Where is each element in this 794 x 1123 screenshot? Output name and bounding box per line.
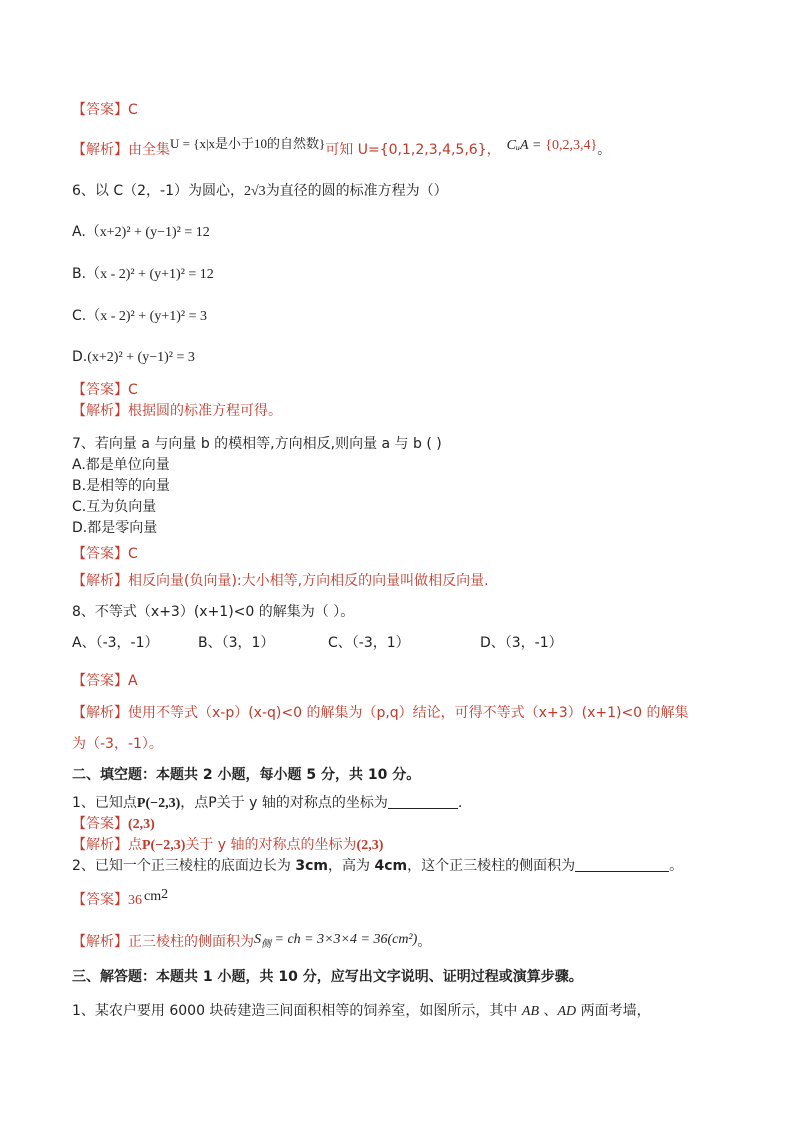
analysis-line-5: 【解析】由全集U = {x|x是小于10的自然数}可知 U={0,1,2,3,4,5,6}， CᵤA = {0,2,3,4}。 — [72, 136, 612, 158]
option-7d: D.都是零向量 — [72, 520, 158, 536]
answer-line-5 — [72, 100, 138, 120]
fill-question-1: 1、已知点P(−2,3)，点P关于 y 轴的对称点的坐标为 . — [72, 795, 463, 811]
problem-1: 1、某农户要用 6000 块砖建造三间面积相等的饲养室，如图所示，其中 AB 、AD 两面考墙， — [72, 1003, 651, 1019]
option-8d: D、（3，-1） — [480, 635, 563, 651]
answer-blank[interactable] — [575, 857, 669, 872]
fill-answer-2: 【答案】36 $cm^2$ — [72, 887, 169, 908]
fill-answer-1: 【答案】(2,3) — [72, 816, 155, 832]
set-definition: U = {x|x是小于10的自然数} — [170, 136, 326, 151]
analysis-line-6: 【解析】根据圆的标准方程可得。 — [72, 403, 282, 419]
analysis-line-8a: 【解析】使用不等式（x-p）(x-q)<0 的解集为（p,q）结论，可得不等式（x+3）(x+1)<0 的解集 — [72, 705, 689, 721]
complement-symbol: CᵤA = — [506, 138, 542, 153]
lateral-area-formula: $S_侧$ = ch = 3×3×4 = 36(cm²) — [254, 932, 418, 950]
question-8: 8、不等式（x+3）(x+1)<0 的解集为（ ）。 — [72, 604, 355, 620]
option-8c: C、（-3，1） — [328, 635, 410, 651]
analysis-label: 【解析】 — [72, 142, 128, 158]
option-6a: A.（x+2)² + (y−1)² = 12 — [72, 224, 210, 240]
option-8b: B、（3，1） — [198, 635, 275, 651]
option-8a: A、（-3，-1） — [72, 635, 159, 651]
fill-analysis-1: 【解析】点P(−2,3)关于 y 轴的对称点的坐标为(2,3) — [72, 837, 384, 853]
analysis-line-8b: 为（-3，-1）。 — [72, 736, 163, 752]
option-6b: B.（x - 2)² + (y+1)² = 12 — [72, 266, 214, 282]
answer-label: 【答案】 — [72, 102, 128, 118]
section-2-heading: 二、填空题：本题共 2 小题，每小题 5 分，共 10 分。 — [72, 767, 421, 783]
answer-line-8: 【答案】A — [72, 673, 138, 689]
option-7a: A.都是单位向量 — [72, 457, 170, 473]
question-7: 7、若向量 a 与向量 b 的模相等,方向相反,则向量 a 与 b ( ) — [72, 436, 442, 452]
option-7c: C.互为负向量 — [72, 499, 157, 515]
answer-line-6: 【答案】C — [72, 382, 138, 398]
option-6c: C.（x - 2)² + (y+1)² = 3 — [72, 308, 207, 324]
section-3-heading: 三、解答题：本题共 1 小题，共 10 分，应写出文字说明、证明过程或演算步骤。 — [72, 969, 583, 985]
options-8 — [72, 633, 563, 653]
diameter-expr: 2√3 — [244, 184, 266, 199]
analysis-line-7: 【解析】相反向量(负向量):大小相等,方向相反的向量叫做相反向量. — [72, 573, 489, 589]
option-7b: B.是相等的向量 — [72, 478, 171, 494]
fill-analysis-2: 【解析】正三棱柱的侧面积为$S_侧$ = ch = 3×3×4 = 36(cm²)。 — [72, 932, 432, 950]
option-6d: D.(x+2)² + (y−1)² = 3 — [72, 349, 195, 365]
answer-line-7: 【答案】C — [72, 546, 138, 562]
question-6: 6、以 C（2，-1）为圆心，2√3为直径的圆的标准方程为（） — [72, 183, 448, 199]
fill-question-2: 2、已知一个正三棱柱的底面边长为 3cm，高为 4cm，这个正三棱柱的侧面积为 。 — [72, 858, 684, 874]
answer-blank[interactable] — [388, 794, 458, 809]
answer-value: C — [128, 102, 138, 118]
